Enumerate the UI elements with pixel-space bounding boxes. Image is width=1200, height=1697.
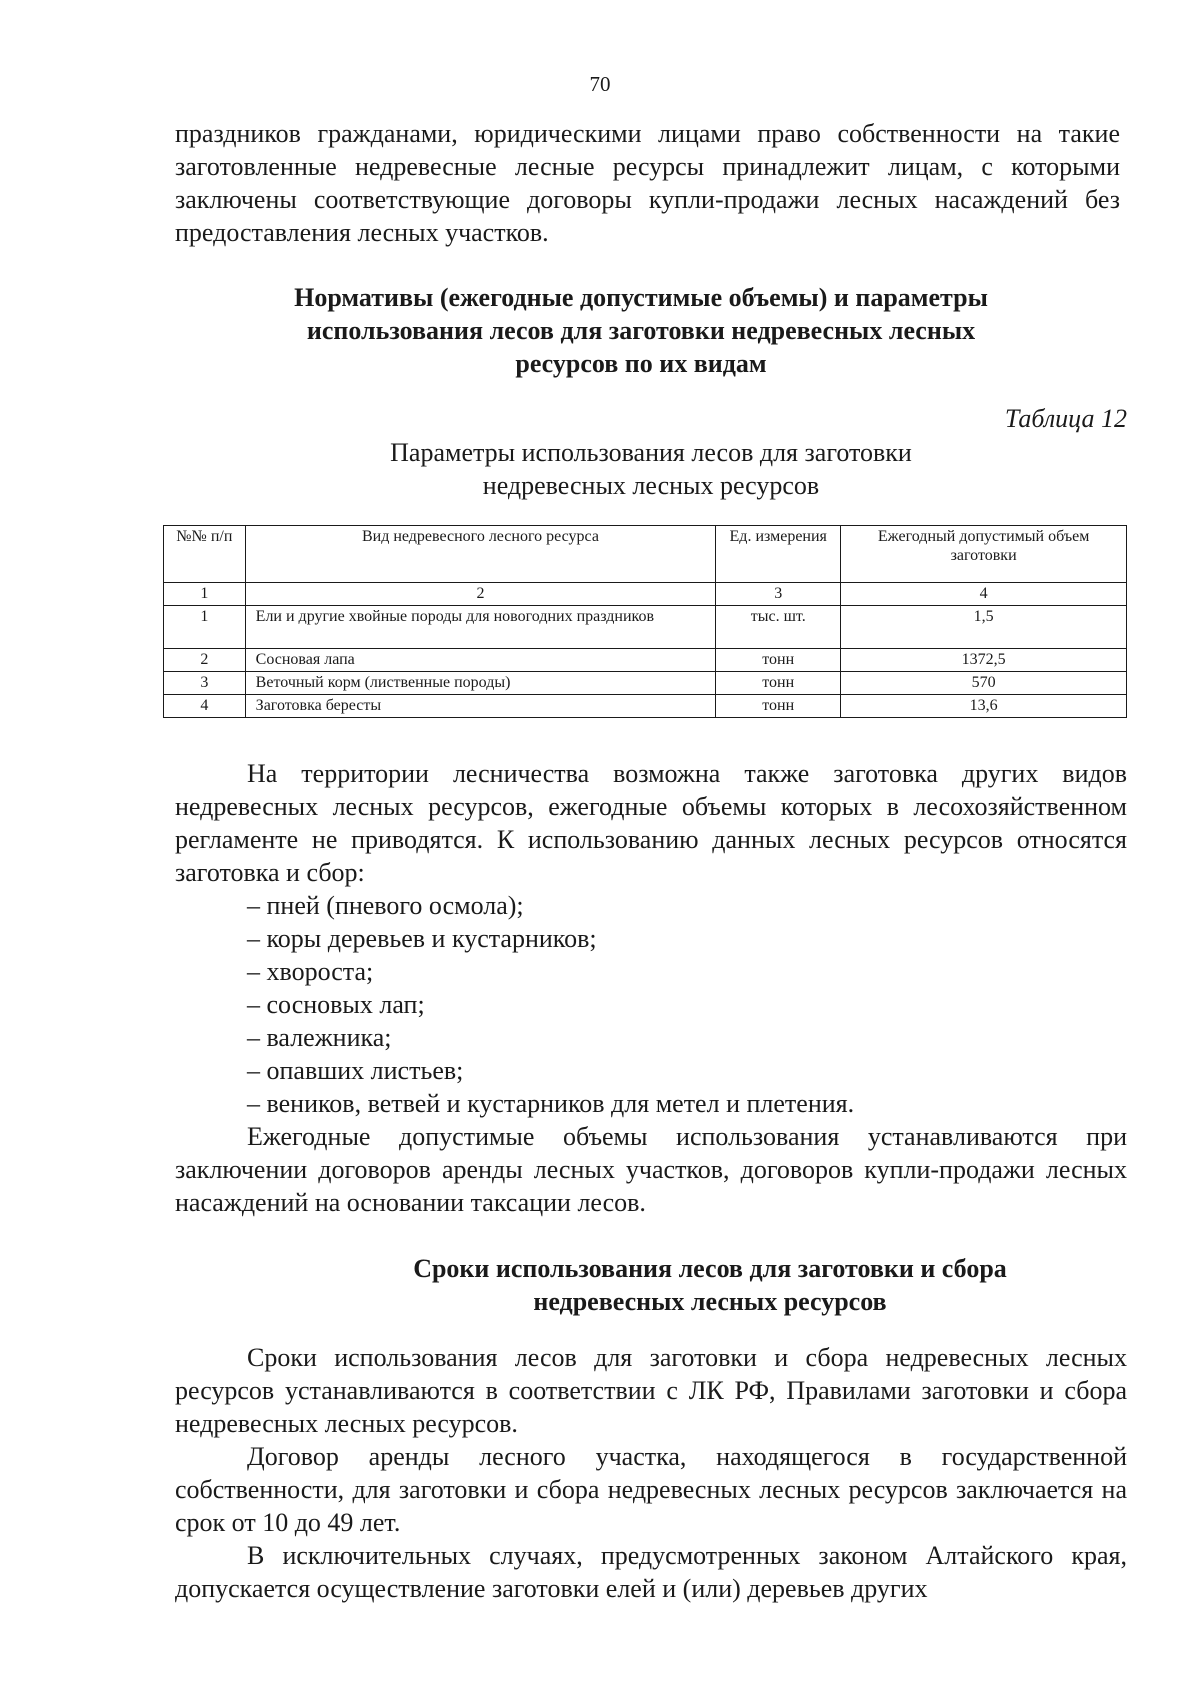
caption-line: Параметры использования лесов для заготовки: [390, 438, 912, 467]
row-type: Веточный корм (лиственные породы): [245, 672, 716, 695]
row-type: Заготовка бересты: [245, 695, 716, 718]
intro-text: праздников гражданами, юридическими лицами право собственности на такие заготовленные недревесные лесные ресурсы принадлежит лицам, с которыми заключены соответствующие договоры купли-продажи лесных насаждений без предоставления лесных участков.: [175, 119, 1120, 247]
column-number: 2: [245, 583, 716, 606]
table-row: [164, 695, 1127, 718]
parameters-table: [163, 525, 1127, 718]
table-row: [164, 606, 1127, 649]
heading-line: недревесных лесных ресурсов: [533, 1287, 887, 1316]
table-label: Таблица 12: [1004, 404, 1127, 433]
list-item: – сосновых лап;: [247, 990, 425, 1019]
row-unit: тонн: [716, 649, 841, 672]
row-volume: 570: [841, 672, 1127, 695]
list-item: – веников, ветвей и кустарников для метел и плетения.: [247, 1089, 855, 1118]
heading-line: Нормативы (ежегодные допустимые объемы) и параметры: [294, 283, 988, 312]
body-paragraph: Ежегодные допустимые объемы использования устанавливаются при заключении договоров аренды лесных участков, договоров купли-продажи лесных насаждений на основании таксации лесов.: [175, 1122, 1127, 1217]
body-section-other-resources: [175, 757, 1127, 1219]
row-unit: тыс. шт.: [716, 606, 841, 649]
row-num: 3: [164, 672, 246, 695]
body-section-terms: [175, 1341, 1127, 1605]
list-item: – опавших листьев;: [247, 1056, 464, 1085]
intro-paragraph: [175, 117, 1120, 249]
row-volume: 1,5: [841, 606, 1127, 649]
page-number: 70: [589, 72, 611, 96]
row-volume: 1372,5: [841, 649, 1127, 672]
body-paragraph: В исключительных случаях, предусмотренных законом Алтайского края, допускается осуществление заготовки елей и (или) деревьев других: [175, 1541, 1127, 1603]
column-number: 1: [164, 583, 246, 606]
header-num: №№ п/п: [164, 526, 246, 583]
list-item: – пней (пневого осмола);: [247, 891, 524, 920]
row-num: 4: [164, 695, 246, 718]
row-num: 2: [164, 649, 246, 672]
column-number-row: [164, 583, 1127, 606]
row-unit: тонн: [716, 672, 841, 695]
heading-line: Сроки использования лесов для заготовки и сбора: [413, 1254, 1007, 1283]
table-row: [164, 672, 1127, 695]
row-type: Сосновая лапа: [245, 649, 716, 672]
row-unit: тонн: [716, 695, 841, 718]
header-type: Вид недревесного лесного ресурса: [245, 526, 716, 583]
section-heading-terms: [290, 1252, 1130, 1318]
list-item: – коры деревьев и кустарников;: [247, 924, 597, 953]
table-caption: [175, 436, 1127, 502]
section-heading-norms: [165, 281, 1117, 380]
caption-line: недревесных лесных ресурсов: [482, 471, 820, 500]
body-paragraph: Договор аренды лесного участка, находящегося в государственной собственности, для заготовки и сбора недревесных лесных ресурсов заключается на срок от 10 до 49 лет.: [175, 1442, 1127, 1537]
table-row: [164, 649, 1127, 672]
body-paragraph: Сроки использования лесов для заготовки и сбора недревесных лесных ресурсов устанавливаются в соответствии с ЛК РФ, Правилами заготовки и сбора недревесных лесных ресурсов.: [175, 1343, 1127, 1438]
column-number: 3: [716, 583, 841, 606]
heading-line: использования лесов для заготовки недревесных лесных: [306, 316, 976, 345]
row-num: 1: [164, 606, 246, 649]
table-header-row: [164, 526, 1127, 583]
row-type: Ели и другие хвойные породы для новогодних праздников: [245, 606, 716, 649]
heading-line: ресурсов по их видам: [515, 349, 767, 378]
header-volume: Ежегодный допустимый объем заготовки: [841, 526, 1127, 583]
list-item: – хвороста;: [247, 957, 374, 986]
column-number: 4: [841, 583, 1127, 606]
header-unit: Ед. измерения: [716, 526, 841, 583]
row-volume: 13,6: [841, 695, 1127, 718]
body-paragraph: На территории лесничества возможна также заготовка других видов недревесных лесных ресурсов, ежегодные объемы которых в лесохозяйственном регламенте не приводятся. К использованию данных лесных ресурсов относятся заготовка и сбор:: [175, 759, 1127, 887]
list-item: – валежника;: [247, 1023, 392, 1052]
